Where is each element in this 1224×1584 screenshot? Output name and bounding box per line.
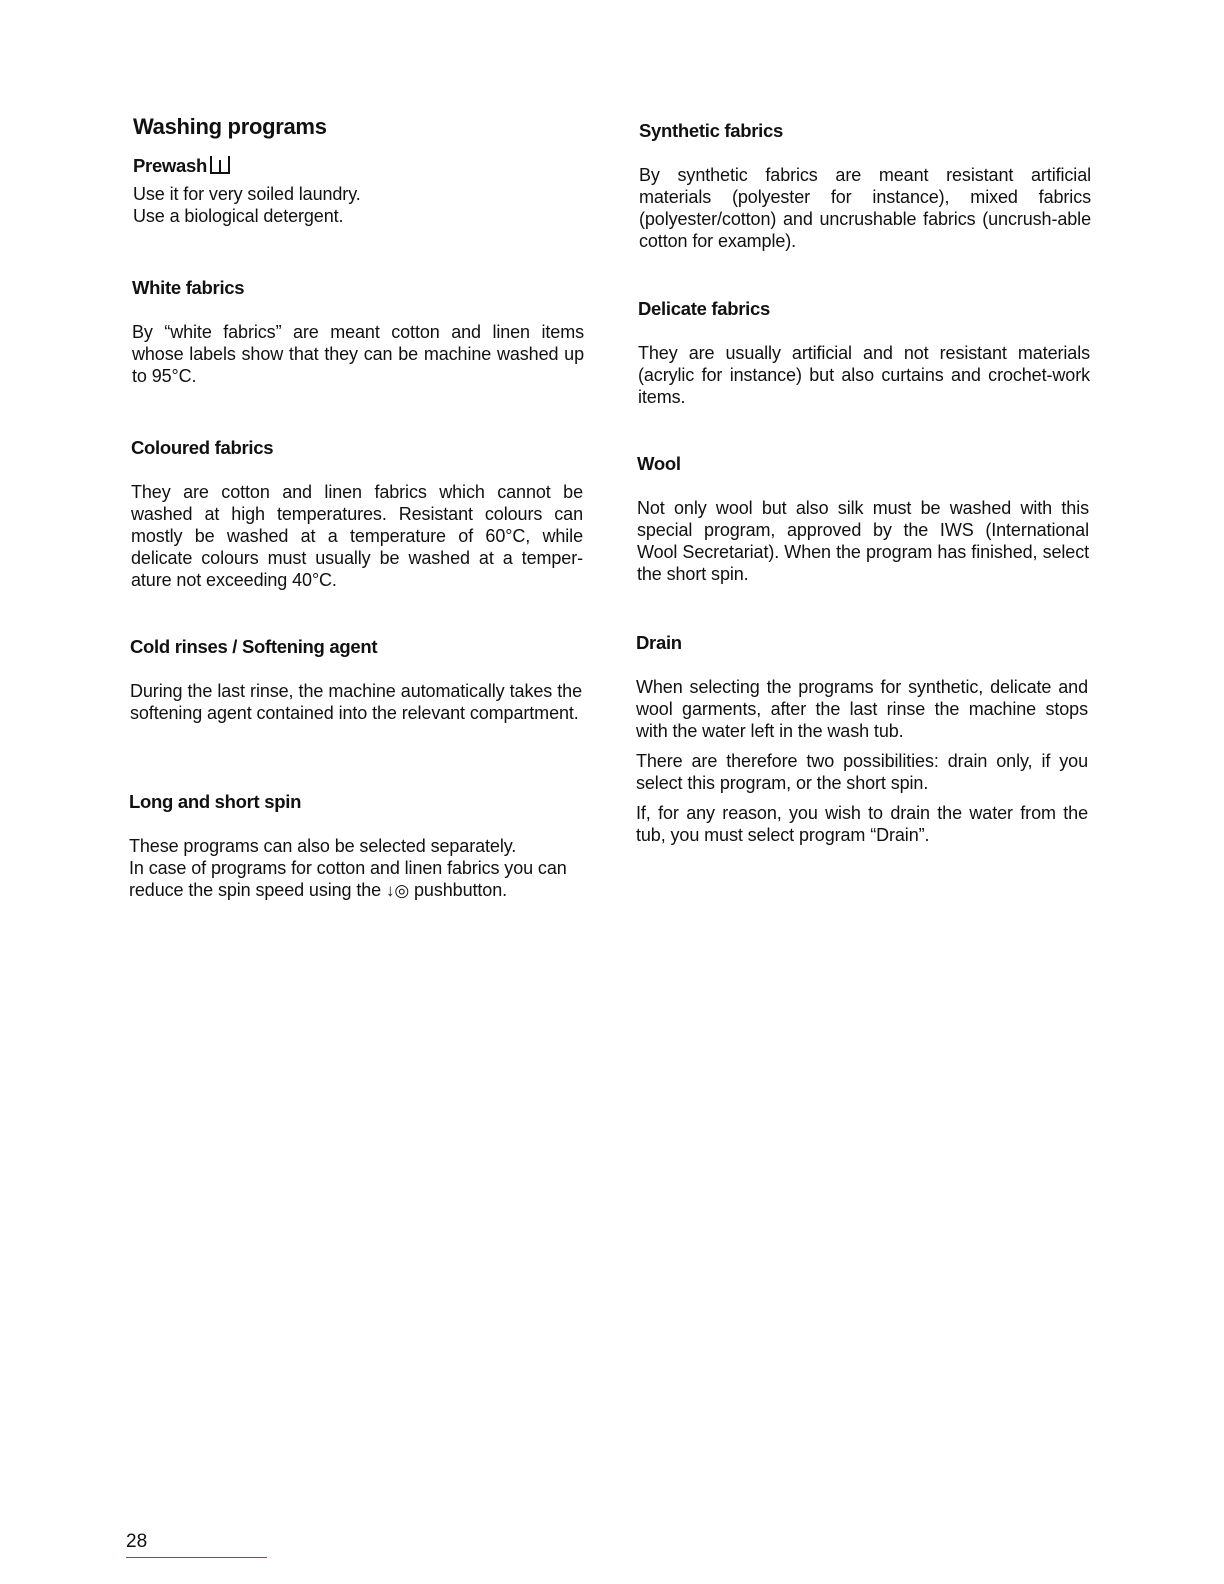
footer-rule	[126, 1557, 267, 1558]
white-fabrics-text: By “white fabrics” are meant cotton and linen items whose labels show that they can be machine washed up to 95°C.	[132, 322, 584, 386]
delicate-fabrics-text: They are usually artificial and not resistant materials (acrylic for instance) but also curtains and crochet-work items.	[638, 343, 1090, 407]
wool-heading: Wool	[637, 453, 681, 474]
page-number: 28	[126, 1531, 148, 1552]
section-synthetic-fabrics	[639, 120, 1091, 252]
section-delicate-fabrics	[638, 298, 1090, 408]
spin-line-1: These programs can also be selected separately.	[129, 836, 517, 856]
page-title: Washing programs	[133, 114, 327, 139]
section-drain	[636, 632, 1088, 846]
coloured-fabrics-text: They are cotton and linen fabrics which cannot be washed at high temperatures. Resistant colours can mostly be washed at a temperature of 60°C, while delicate colours must usually be washed at a temper-ature not exceeding 40°C.	[131, 482, 583, 590]
section-wool	[637, 453, 1089, 585]
prewash-heading: Prewash	[133, 155, 585, 177]
drain-heading: Drain	[636, 632, 682, 653]
prewash-line-2: Use a biological detergent.	[133, 206, 344, 226]
section-white-fabrics	[132, 277, 584, 387]
spin-reduce-icon: ↓◎	[385, 881, 410, 900]
delicate-fabrics-heading: Delicate fabrics	[638, 298, 770, 319]
section-cold-rinses	[130, 636, 582, 724]
spin-line-2: In case of programs for cotton and linen fabrics you can reduce the spin speed using the ↓◎ pushbutton.	[129, 858, 567, 900]
drain-paragraph-1: When selecting the programs for synthetic, delicate and wool garments, after the last rinse the machine stops with the water left in the wash tub.	[636, 677, 1088, 741]
drain-paragraph-2: There are therefore two possibilities: drain only, if you select this program, or the short spin.	[636, 751, 1088, 793]
white-fabrics-heading: White fabrics	[132, 277, 245, 298]
synthetic-fabrics-text: By synthetic fabrics are meant resistant artificial materials (polyester for instance), mixed fabrics (polyester/cotton) and uncrushable fabrics (uncrush-able cotton for example).	[639, 165, 1091, 251]
drain-paragraph-3: If, for any reason, you wish to drain the water from the tub, you must select program “Drain”.	[636, 803, 1088, 845]
section-long-short-spin	[129, 791, 581, 902]
coloured-fabrics-heading: Coloured fabrics	[131, 437, 274, 458]
section-prewash	[133, 155, 585, 227]
prewash-line-1: Use it for very soiled laundry.	[133, 184, 361, 204]
section-coloured-fabrics	[131, 437, 583, 591]
cold-rinses-heading: Cold rinses / Softening agent	[130, 636, 378, 657]
cold-rinses-text: During the last rinse, the machine automatically takes the softening agent contained into the relevant compartment.	[130, 681, 582, 723]
wool-text: Not only wool but also silk must be washed with this special program, approved by the IWS (International Wool Secretariat). When the program has finished, select the short spin.	[637, 498, 1089, 584]
prewash-tub-icon	[210, 156, 230, 174]
spin-heading: Long and short spin	[129, 791, 302, 812]
synthetic-fabrics-heading: Synthetic fabrics	[639, 120, 783, 141]
